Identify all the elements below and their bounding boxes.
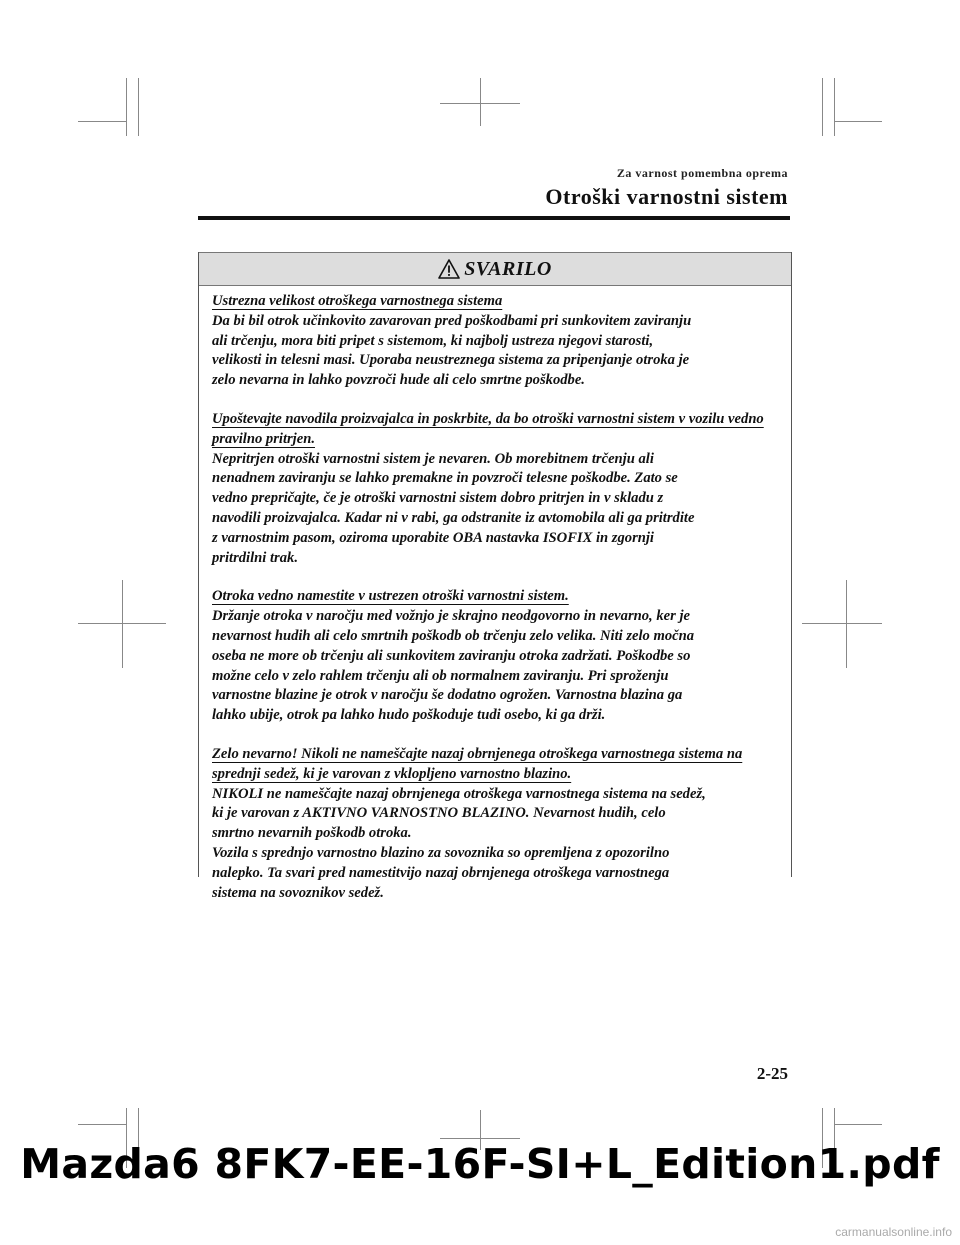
watermark: carmanualsonline.info [835,1225,952,1239]
section-subtitle: Za varnost pomembna oprema [616,166,788,180]
section-text: Nepritrjen otroški varnostni sistem je nevaren. Ob morebitnem trčenju ali nenadnem zaviranju se lahko premakne in povzroči telesne poškodbe. Zato se vedno prepričajte, če je otroški varnostni sistem dobro pritrjen in v skladu z navodili proizvajalca. Kadar ni v rabi, ga odstranite iz avtomobila ali ga pritrdite z varnostnim pasom, oziroma uporabite OBA nastavka ISOFIX in zgornji pritrdilni trak. [212,450,695,566]
warning-section [212,410,779,568]
page-number: 2-25 [756,1064,788,1083]
warning-body [199,286,791,903]
section-heading: Otroka vedno namestite v ustrezen otroški varnostni sistem. [212,588,569,605]
warning-box [198,252,792,901]
section-text: NIKOLI ne nameščajte nazaj obrnjenega otroškega varnostnega sistema na sedež, ki je varovan z AKTIVNO VARNOSTNO BLAZINO. Nevarnost hudih, celo smrtno nevarnih poškodb otroka. Vozila s sprednjo varnostno blazino za sovoznika so opremljena z opozorilno nalepko. Ta svari pred namestitvijo nazaj obrnjenega otroškega varnostnega sistema na sovoznikov sedež. [212,785,706,901]
section-heading: Zelo nevarno! Nikoli ne nameščajte nazaj obrnjenega otroškega varnostnega sistema na sprednji sedež, ki je varovan z vklopljeno varnostno blazino. [212,745,743,782]
warning-header [199,252,791,286]
section-text: Držanje otroka v naročju med vožnjo je skrajno neodgovorno in nevarno, ker je nevarnost hudih ali celo smrtnih poškodb ob trčenju zelo velika. Niti zelo močna oseba ne more ob trčenju ali sunkovitem zaviranju otroka zadržati. Poškodbe so možne celo v zelo rahlem trčenju ali ob normalnem zaviranju. Pri sproženju varnostne blazine je otrok v naročju še dodatno ogrožen. Varnostna blazina ga lahko ubije, otrok pa lahko hudo poškoduje tudi osebo, ki ga drži. [212,608,695,724]
section-heading: Ustrezna velikost otroškega varnostnega sistema [212,293,503,309]
warning-label: SVARILO [464,257,552,280]
header-rule [198,216,790,220]
section-heading: Upoštevajte navodila proizvajalca in poskrbite, da bo otroški varnostni sistem v vozilu vedno pravilno pritrjen. [212,410,764,447]
page-title: Otroški varnostni sistem [545,184,788,209]
warning-section [212,292,779,391]
warning-section [212,587,779,726]
footer-filename: Mazda6 8FK7-EE-16F-SI+L_Edition1.pdf [20,1140,940,1188]
section-text: Da bi bil otrok učinkovito zavarovan pred poškodbami pri sunkovitem zaviranju ali trčenju, mora biti pripet s sistemom, ki najbolj ustreza njegovi starosti, velikosti in telesni masi. Uporaba neustreznega sistema za pripenjanje otroka je zelo nevarna in lahko povzroči hude ali celo smrtne poškodbe. [212,312,692,389]
warning-section [212,745,779,903]
warning-triangle-icon [438,259,460,279]
